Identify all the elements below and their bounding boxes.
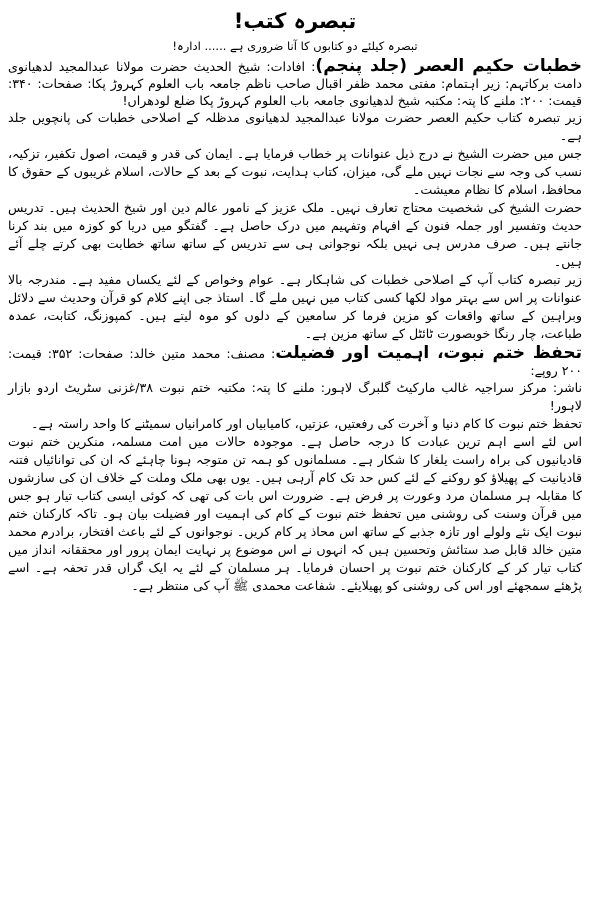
review-1-paragraph: زیر تبصرہ کتاب حکیم العصر حضرت مولانا عبدالمجید لدھیانوی مدظلہ کے اصلاحی خطبات کی پانچویں جلد ہے۔ bbox=[8, 110, 582, 143]
review-2-paragraph: تحفظ ختم نبوت کا کام دنیا و آخرت کی رفعتیں، عزتیں، کامیابیاں اور کامرانیاں سمیٹنے کا واحد راستہ ہے۔ bbox=[31, 416, 582, 431]
review-2-heading bbox=[8, 345, 582, 415]
review-1-paragraph: حضرت الشیخ کی شخصیت محتاج تعارف نہیں۔ ملک عزیز کے نامور عالم دین اور شیخ الحدیث ہیں۔ تدریس حدیث وتفسیر اور جملہ فنون کے افہام وتفہیم میں درک حاصل ہے۔ گفتگو میں دریا کو کوزہ میں بند کرنا جانتے ہیں۔ صرف مدرس ہی نہیں بلکہ نوجوانی ہی سے تدریس کے ساتھ ساتھ خطابت بھی کرتے چلے آئے ہیں۔ bbox=[8, 200, 582, 269]
review-section-2 bbox=[8, 345, 582, 595]
page-title: تبصرہ کتب! bbox=[233, 9, 357, 33]
editorial-note: تبصرہ کیلئے دو کتابوں کا آنا ضروری ہے ...... ادارہ! bbox=[172, 39, 418, 53]
review-1-book-title: خطبات حکیم العصر (جلد پنجم) bbox=[315, 56, 582, 76]
review-2-publisher: ناشر: مرکز سراجیہ غالب مارکیٹ گلبرگ لاہور: ملنے کا پتہ: مکتبہ ختم نبوت ۳۸/غزنی سٹریٹ اردو بازار لاہور! bbox=[8, 380, 582, 413]
review-1-heading bbox=[8, 58, 582, 109]
review-2-paragraph: اس لئے اسے اہم ترین عبادت کا درجہ حاصل ہے۔ موجودہ حالات میں امت مسلمہ، منکرین ختم نبوت قادیانیوں کی براہ راست یلغار کا شکار ہے۔ مسلمانوں کو ہمہ تن متوجہ ہونا چاہئے کہ ان کی توانائیاں فتنہ قادیانیت کے پھیلاؤ کو روکنے کے لئے کس حد تک کام آرہی ہیں۔ یوں بھی ملک وملت کے خلاف ان کی سازشوں کا مقابلہ ہر مسلمان مرد وعورت پر فرض ہے۔ ضرورت اس بات کی تھی کہ کوئی ایسی کتاب تیار ہو جس میں قرآن وسنت کی روشنی میں تحفظ ختم نبوت کے کام کی اہمیت اور فضیلت بیان ہو۔ تاکہ کارکنان ختم نبوت ایک نئے ولولے اور تازہ جذبے کے ساتھ اس محاذ پر کام کریں۔ نوجوانوں کے لئے باعث افتخار، برادرم محمد متین خالد قابل صد ستائش وتحسین ہیں کہ انہوں نے اس موضوع پر نہایت ایمان پرور اور محققانہ انداز میں کتاب تیار کر کے کارکنان ختم نبوت پر احسان فرمایا۔ ہر مسلمان کے لئے یہ ایک گراں قدر تحفہ ہے۔ اسے پڑھئے سمجھئے اور اس کی روشنی کو پھیلایئے۔ شفاعت محمدی ﷺ آپ کی منتظر ہے۔ bbox=[8, 434, 582, 593]
review-1-meta: : افادات: شیخ الحدیث حضرت مولانا عبدالمجید لدھیانوی دامت برکاتہم: زیر اہتمام: مفتی محمد ظفر اقبال صاحب ناظم جامعہ باب العلوم کہروڑ پکا: صفحات: ۳۴۰: قیمت: ۲۰۰: ملنے کا پتہ: مکتبہ شیخ لدھیانوی جامعہ باب العلوم کہروڑ پکا ضلع لودھراں! bbox=[8, 59, 582, 108]
review-section-1 bbox=[8, 58, 582, 343]
review-2-meta: : مصنف: محمد متین خالد: صفحات: ۳۵۲: قیمت: ۲۰۰ روپے: bbox=[8, 346, 582, 378]
review-1-paragraph: زیر تبصرہ کتاب آپ کے اصلاحی خطبات کی شاہکار ہے۔ عوام وخواص کے لئے یکساں مفید ہے۔ مندرجہ بالا عنوانات پر اس سے بہتر مواد لکھا کسی کتاب میں نہیں ملے گا۔ استاذ جی اپنے کلام کو قرآن وحدیث سے دلائل وبراہین کے ساتھ واقعات کو مزین فرما کر سامعین کے دلوں کو موہ لیتے ہیں۔ کمپوزنگ، کتابت، عمدہ طباعت، چار رنگا خوبصورت ٹائٹل کے ساتھ مزین ہے۔ bbox=[8, 272, 582, 341]
review-2-book-title: تحفظ ختم نبوت، اہمیت اور فضیلت bbox=[275, 343, 582, 363]
review-1-paragraph: جس میں حضرت الشیخ نے درج ذیل عنوانات پر خطاب فرمایا ہے۔ ایمان کی قدر و قیمت، اصول تکفیر، تزکیہ، نسب کی وجہ سے نجات نہیں ملے گی، میزان، کتاب ہدایت، نبوت کے بعد کے حالات، اسلام غریبوں کے حقوق کا محافظ، اسلام کا نظام معیشت۔ bbox=[8, 146, 582, 197]
